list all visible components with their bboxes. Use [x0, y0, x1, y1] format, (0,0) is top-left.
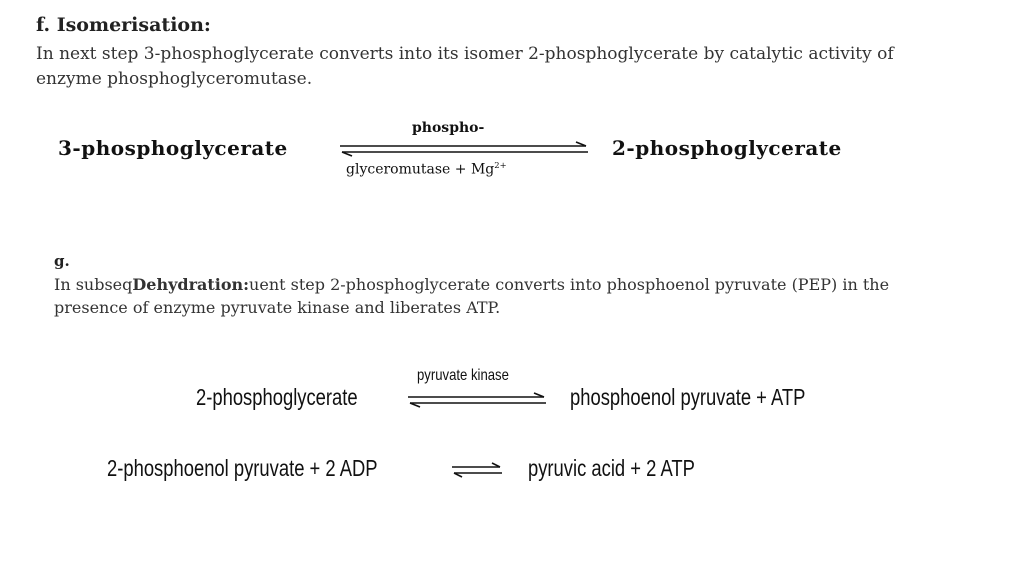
reaction-g2-product: pyruvic acid + 2 ATP [528, 455, 695, 481]
section-g-label: g. [54, 252, 70, 270]
section-f-paragraph: In next step 3-phosphoglycerate converts into its isomer 2-phosphoglycerate by catalytic activity of enzyme phosphoglyceromutase. [36, 44, 894, 89]
section-f-heading: f. Isomerisation: [36, 14, 211, 36]
reaction-f-equilibrium-arrow [338, 142, 590, 158]
reaction-g2-reactant: 2-phosphoenol pyruvate + 2 ADP [107, 455, 378, 481]
reaction-f-enzyme-top: phospho- [412, 120, 485, 136]
reaction-f-enzyme-bottom: glyceromutase + $Mg^{2+}$ [346, 160, 507, 178]
reaction-g2-equilibrium-arrow [450, 463, 504, 479]
reaction-g1-enzyme: pyruvate kinase [417, 367, 509, 384]
reaction-g1-equilibrium-arrow [406, 393, 548, 409]
reaction-g1-product: phosphoenol pyruvate + ATP [570, 384, 806, 410]
reaction-g1-reactant: 2-phosphoglycerate [196, 384, 358, 410]
reaction-f-product: 2-phosphoglycerate [612, 136, 842, 160]
section-g-bold-term: Dehydration: [132, 275, 250, 294]
reaction-f-reactant: 3-phosphoglycerate [58, 136, 288, 160]
reaction-f-ion-charge: 2+ [494, 160, 507, 170]
section-g-paragraph: In subseqDehydration:uent step 2-phosphoglycerate converts into phosphoenol pyruvate (PEP) in the presence of enzyme pyruvate kinase and liberates ATP. [54, 275, 890, 317]
